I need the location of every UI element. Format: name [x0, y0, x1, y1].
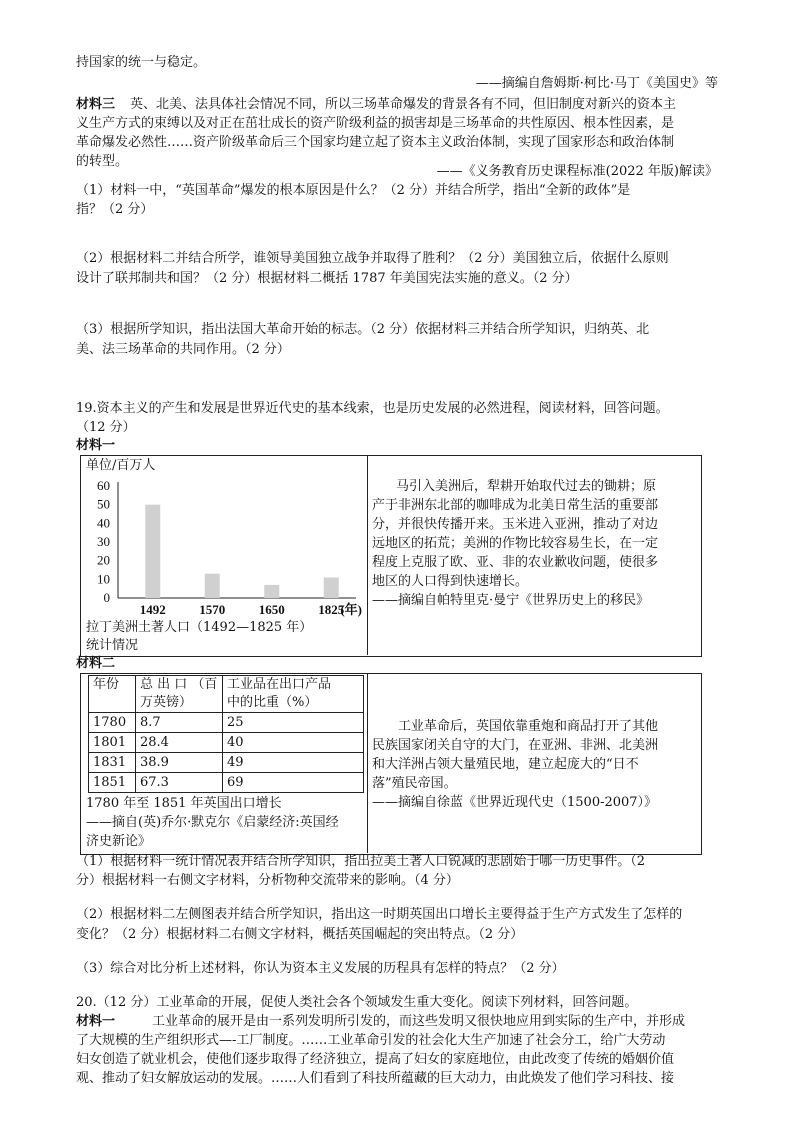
x-tick-label: 1492 [139, 602, 166, 617]
table-row [89, 773, 364, 793]
table-header-cell [136, 676, 223, 713]
material-text: 落”殖民帝国。 [372, 776, 457, 791]
question-intro: 20.（12 分）工业革命的开展，促使人类社会各个领域发生重大变化。阅读下列材料，回答问题。 [76, 995, 638, 1010]
table-cell: 67.3 [136, 773, 223, 793]
table-row [89, 753, 364, 773]
material-text: 远地区的拓荒；美洲的作物比较容易生长，在一定 [372, 536, 659, 551]
table-cell: 69 [223, 773, 364, 793]
x-tick-label: 1825 [318, 602, 345, 617]
question-text: 指？（2 分） [76, 202, 154, 217]
bar [145, 505, 160, 598]
chart-caption: 拉丁美洲土著人口（1492—1825 年） [86, 620, 313, 635]
table-cell: 28.4 [136, 733, 223, 753]
divider [367, 673, 368, 853]
material-text: 了大规模的生产组织形式—-工厂制度。……工业革命引发的社会化大生产加速了社会分工，给广大劳动 [76, 1033, 666, 1048]
text-line: 英、北美、法具体社会情况不同，所以三场革命爆发的背景各有不同，但旧制度对新兴的资本主 [130, 97, 677, 112]
material-text: 观、推动了妇女解放运动的发展。……人们看到了科技所蕴藏的巨大动力，由此焕发了他们学习科技、接 [76, 1071, 675, 1086]
y-tick-label: 10 [97, 571, 110, 587]
source-citation: ——《义务教育历史课程标准(2022 年版)解读》 [436, 164, 718, 179]
table-header-cell [223, 676, 364, 713]
question-text: 变化？（2 分）根据材料二右侧文字材料，概括英国崛起的突出特点。（2 分） [76, 927, 524, 942]
table-cell: 1801 [89, 733, 136, 753]
question-intro: （12 分） [76, 420, 136, 435]
material-text: 地区的人口得到快速增长。 [372, 574, 529, 589]
table-cell: 1851 [89, 773, 136, 793]
y-tick-label: 30 [97, 534, 110, 549]
bar [264, 585, 279, 598]
y-tick-label: 50 [97, 496, 110, 512]
question-text: （3）根据所学知识，指出法国大革命开始的标志。（2 分）依据材料三并结合所学知识，归纳英、北 [76, 322, 650, 337]
chart-ylabel: 单位/百万人 [86, 458, 156, 473]
question-text: （1）根据材料一统计情况表并结合所学知识，指出拉美土著人口锐减的悲剧始于哪一历史事件。（2 [76, 854, 646, 869]
x-tick-label: 1650 [258, 602, 285, 617]
material-label: 材料二 [76, 656, 116, 671]
bar [205, 574, 220, 598]
population-bar-chart [84, 474, 366, 620]
y-tick-label: 0 [103, 590, 110, 605]
table-cell: 25 [223, 713, 364, 733]
y-tick-label: 20 [97, 552, 110, 568]
source-citation: ——摘编自詹姆斯·柯比·马丁《美国史》等 [475, 76, 718, 91]
text-line: 的转型。 [76, 154, 129, 169]
table-cell: 1831 [89, 753, 136, 773]
question-text: （2）根据材料二左侧图表并结合所学知识，指出这一时期英国出口增长主要得益于生产方式发生了怎样的 [76, 907, 683, 922]
text-line: 持国家的统一与稳定。 [76, 55, 207, 70]
source-citation: ——摘编自徐蓝《世界近现代史（1500-2007）》 [372, 795, 658, 810]
material-label: 材料三 [76, 97, 116, 112]
material-text: 产于非洲东北部的咖啡成为北美日常生活的重要部 [372, 498, 659, 513]
question-text: （1）材料一中，“英国革命”爆发的根本原因是什么？（2 分）并结合所学，指出“全新的政体”是 [76, 183, 631, 198]
material-label: 材料一 [76, 1014, 116, 1029]
bar [324, 577, 339, 598]
table-cell: 8.7 [136, 713, 223, 733]
material-text: 和大洋洲占领大量殖民地，建立起庞大的“日不 [372, 757, 639, 772]
question-text: 分）根据材料一右侧文字材料，分析物种交流带来的影响。（4 分） [76, 873, 459, 888]
material-text: 马引入美洲后，犁耕开始取代过去的锄耕；原 [396, 479, 657, 494]
source-citation: ——摘自(英)乔尔·默克尔《启蒙经济:英国经 [86, 815, 339, 830]
table-header-row [89, 676, 364, 713]
source-citation: ——摘编自帕特里克·曼宁《世界历史上的移民》 [372, 593, 650, 608]
header-line: 万英镑） [140, 695, 193, 710]
material-text: 民族国家闭关自守的大门，在亚洲、非洲、北美洲 [372, 738, 659, 753]
table-cell: 40 [223, 733, 364, 753]
y-tick-label: 40 [97, 515, 110, 531]
table-row [89, 713, 364, 733]
header-line: 总 出 口 （百 [140, 677, 218, 692]
header-line: 工业品在出口产品 [227, 677, 332, 692]
chart-caption: 统计情况 [86, 638, 139, 653]
divider [367, 455, 368, 655]
x-tick-label: 1570 [199, 602, 226, 617]
material-text: 分，并很快传播开来。玉米进入亚洲，推动了对边 [372, 517, 659, 532]
material-label: 材料一 [76, 438, 116, 453]
header-line: 中的比重（%） [227, 695, 318, 710]
export-table [88, 675, 364, 793]
material-text: 妇女创造了就业机会，使他们逐步取得了经济独立，提高了妇女的家庭地位，由此改变了传统的婚姻价值 [76, 1052, 675, 1067]
table-cell: 1780 [89, 713, 136, 733]
table-cell: 49 [223, 753, 364, 773]
question-intro: 19.资本主义的产生和发展是世界近代史的基本线索，也是历史发展的必然进程，阅读材料，回答问题。 [76, 401, 669, 416]
table-header-cell: 年份 [89, 676, 136, 713]
question-text: （2）根据材料二并结合所学，谁领导美国独立战争并取得了胜利？（2 分）美国独立后，依据什么原则 [76, 251, 669, 266]
question-text: （3）综合对比分析上述材料，你认为资本主义发展的历程具有怎样的特点？（2 分） [76, 961, 565, 976]
table-caption: 1780 年至 1851 年英国出口增长 [86, 796, 282, 811]
material-text: 工业革命的展开是由一系列发明所引发的，而这些发明又很快地应用到实际的生产中，并形成 [152, 1014, 686, 1029]
question-text: 美、法三场革命的共同作用。（2 分） [76, 342, 290, 357]
material-text: 工业革命后，英国依靠重炮和商品打开了其他 [398, 719, 659, 734]
text-line: 义生产方式的束缚以及对正在茁壮成长的资产阶级利益的损害却是三场革命的共性原因、根本性因素，是 [76, 116, 675, 131]
table-row [89, 733, 364, 753]
source-citation: 济史新论》 [86, 834, 152, 849]
table-cell: 38.9 [136, 753, 223, 773]
material-text: 程度上克服了欧、亚、非的农业歉收问题，使很多 [372, 555, 659, 570]
text-line: 革命爆发必然性……资产阶级革命后三个国家均建立起了资本主义政治体制，实现了国家形态和政治体制 [76, 135, 675, 150]
y-tick-label: 60 [97, 478, 110, 493]
x-axis-label: (年) [340, 602, 362, 617]
question-text: 设计了联邦制共和国？（2 分）根据材料二概括 1787 年美国宪法实施的意义。（2 分） [76, 271, 578, 286]
